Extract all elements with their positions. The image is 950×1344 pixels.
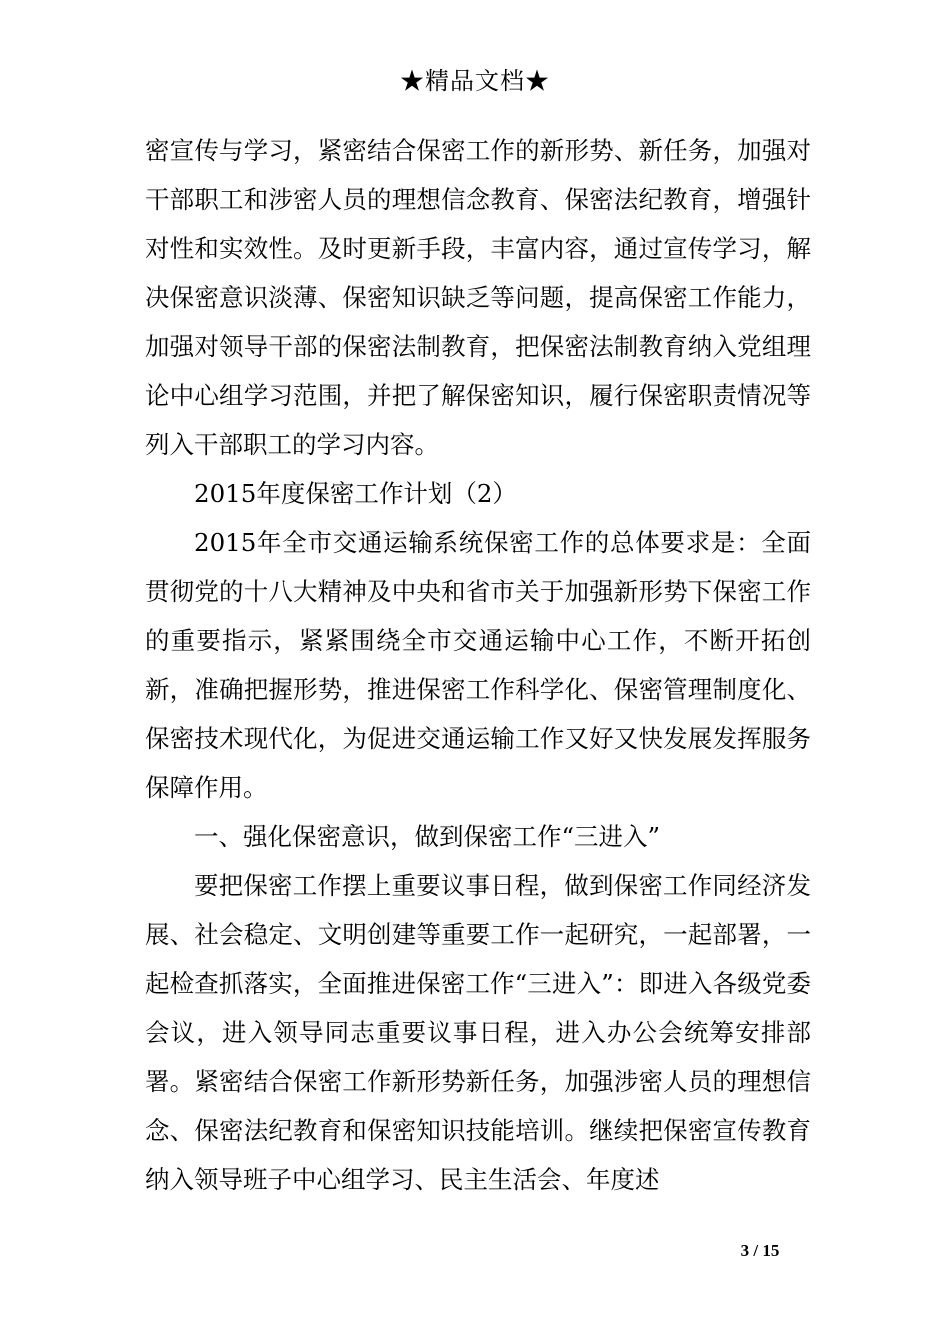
paragraph-overall-requirements: 2015年全市交通运输系统保密工作的总体要求是：全面贯彻党的十八大精神及中央和省市关于加强新形势下保密工作的重要指示，紧紧围绕全市交通运输中心工作，不断开拓创新，准确把握形势，推进保密工作科学化、保密管理制度化、保密技术现代化，为促进交通运输工作又好又快发展发挥服务保障作用。 bbox=[145, 528, 811, 802]
page-number: 3 / 15 bbox=[740, 1241, 780, 1260]
section-heading-1: 一、强化保密意识，做到保密工作“三进入” bbox=[194, 822, 661, 851]
section-title: 2015年度保密工作计划（2） bbox=[194, 479, 517, 508]
paragraph-three-entries: 要把保密工作摆上重要议事日程，做到保密工作同经济发展、社会稳定、文明创建等重要工作一起研究，一起部署，一起检查抓落实，全面推进保密工作“三进入”：即进入各级党委会议，进入领导同志重要议事日程，进入办公会统筹安排部署。紧密结合保密工作新形势新任务，加强涉密人员的理想信念、保密法纪教育和保密知识技能培训。继续把保密宣传教育纳入领导班子中心组学习、民主生活会、年度述 bbox=[145, 871, 811, 1194]
page-header: ★精品文档★ bbox=[400, 67, 550, 95]
paragraph-continuation: 密宣传与学习，紧密结合保密工作的新形势、新任务，加强对干部职工和涉密人员的理想信念教育、保密法纪教育，增强针对性和实效性。及时更新手段，丰富内容，通过宣传学习，解决保密意识淡薄、保密知识缺乏等问题，提高保密工作能力，加强对领导干部的保密法制教育，把保密法制教育纳入党组理论中心组学习范围，并把了解保密知识，履行保密职责情况等列入干部职工的学习内容。 bbox=[145, 136, 811, 459]
document-body bbox=[145, 126, 811, 1204]
